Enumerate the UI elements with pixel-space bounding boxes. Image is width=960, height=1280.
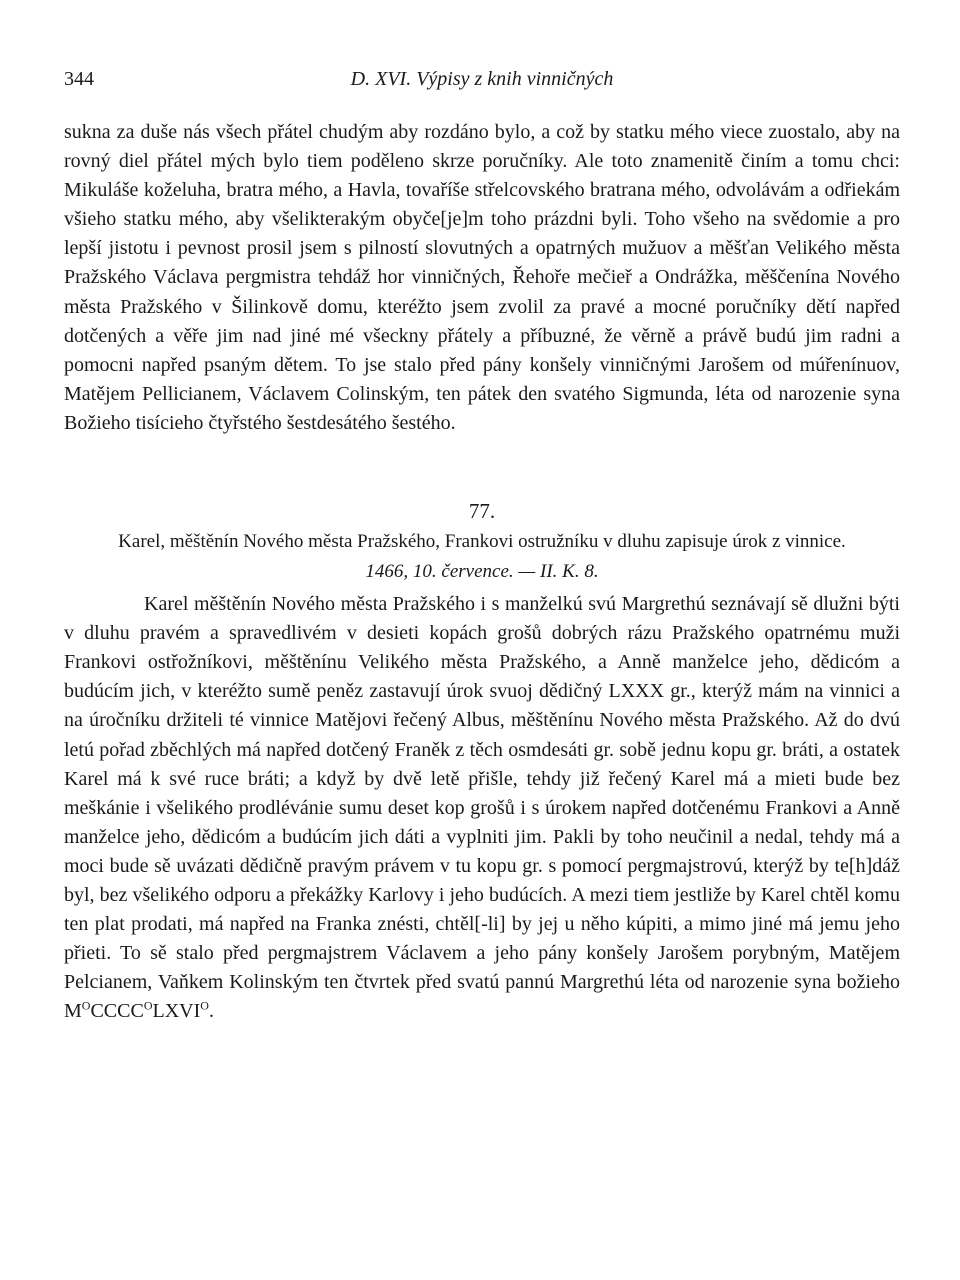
page-number: 344 xyxy=(64,68,94,90)
document-text: Karel měštěnín Nového města Pražského i s manželkú svú Margrethú seznávají sě dlužni býti v dluhu pravém a spravedlivém v desieti kopách grošů dobrých rázu Pražského opatrnému muži Frankovi ostřožníkovi, měštěnínu Velikého města Pražského, a Anně manželce jeho, dědicóm a budúcím jich, v kteréžto sumě peněz zastavují úrok svuoj dědičný LXXX gr., kterýž mám na vinnici a na úročníku držiteli té vinnice Matějovi řečený Albus, měštěnínu Nového města Pražského. Až do dvú letú pořad zběchlých má napřed dotčený Franěk z těch osmdesáti gr. sobě jednu kopu gr. bráti, a ostatek Karel má k své ruce bráti; a když by dvě letě přišle, tehdy již řečený Karel má a mieti bude bez meškánie i všelikého prodlévánie sumu deset kop grošů i s úrokem napřed dotčenému Frankovi a Anně manželce jeho, dědicóm a budúcím jich dáti a vyplniti jim. Pakli by toho neučinil a nedal, tehdy má a moci bude sě uvázati dědičně pravým právem v tu kopu gr. s pomocí pergmajstrovú, kterýž by te[h]dáž byl, bez všelikého odporu a překážky Karlovy i jeho budúcích. A mezi tiem jestliže by Karel chtěl komu ten plat prodati, má napřed na Franka znésti, chtěl[-li] by jej u něho kúpiti, a mimo jiné má jemu jeho přieti. To sě stalo před pergmajstrem Václavem a jeho pány konšely Jarošem porybným, Matějem Pelcianem, Vaňkem Kolinským ten čtvrtek před svatú pannú Margrethú léta od narozenie syna božieho M xyxy=(64,593,900,1023)
body-text xyxy=(64,118,900,1026)
document-paragraph xyxy=(64,590,900,1026)
running-title: D. XVI. Výpisy z knih vinničných xyxy=(350,68,614,90)
continued-paragraph: sukna za duše nás všech přátel chudým aby rozdáno bylo, a což by statku mého viece zuostalo, aby na rovný diel přátel mých bylo tiem poděleno skrze poručníky. Ale toto znamenitě činím a tomu chci: Mikuláše koželuha, bratra mého, a Havla, tovaříše střelcovského bratrana mého, odvolávám a odřiekám všieho statku mého, aby všelikterakým obyče[je]m toho prázdni byli. Toho všeho na svědomie a pro lepší jistotu i pevnost prosil jsem s pilností slovutných a opatrných mužuov a měšťan Velikého města Pražského Václava pergmistra tehdáž hor vinničných, Řehoře mečieř a Ondrážka, měščenína Nového města Pražského v Šilinkově domu, kteréžto jsem zvolil za pravé a mocné poručníky dětí napřed dotčených a věře jim nad jiné mé všeckny přátely a příbuzné, že věrně a právě budú jim radni a pomocni napřed psaným dětem. To jse stalo před pány konšely vinničnými Jarošem od múřenínuov, Matějem Pellicianem, Václavem Colinským, ten pátek den svatého Sigmunda, léta od narozenie syna Božieho tisícieho čtyřstého šestdesátého šestého. xyxy=(64,121,900,434)
year-end: . xyxy=(208,1000,214,1023)
page-header xyxy=(64,64,900,98)
document-page xyxy=(64,64,900,1026)
year-superscript: O xyxy=(200,998,209,1013)
document-summary: Karel, měštěnín Nového města Pražského, Frankovi ostružníku v dluhu zapisuje úrok z vinnice. xyxy=(118,531,846,553)
year-superscript: O xyxy=(81,998,91,1013)
year-superscript: O xyxy=(143,998,153,1013)
document-date: 1466, 10. července. — II. K. 8. xyxy=(365,561,599,583)
document-number: 77. xyxy=(468,499,496,524)
year-part: LXVI xyxy=(152,1000,201,1023)
year-part: CCCC xyxy=(90,1000,144,1023)
